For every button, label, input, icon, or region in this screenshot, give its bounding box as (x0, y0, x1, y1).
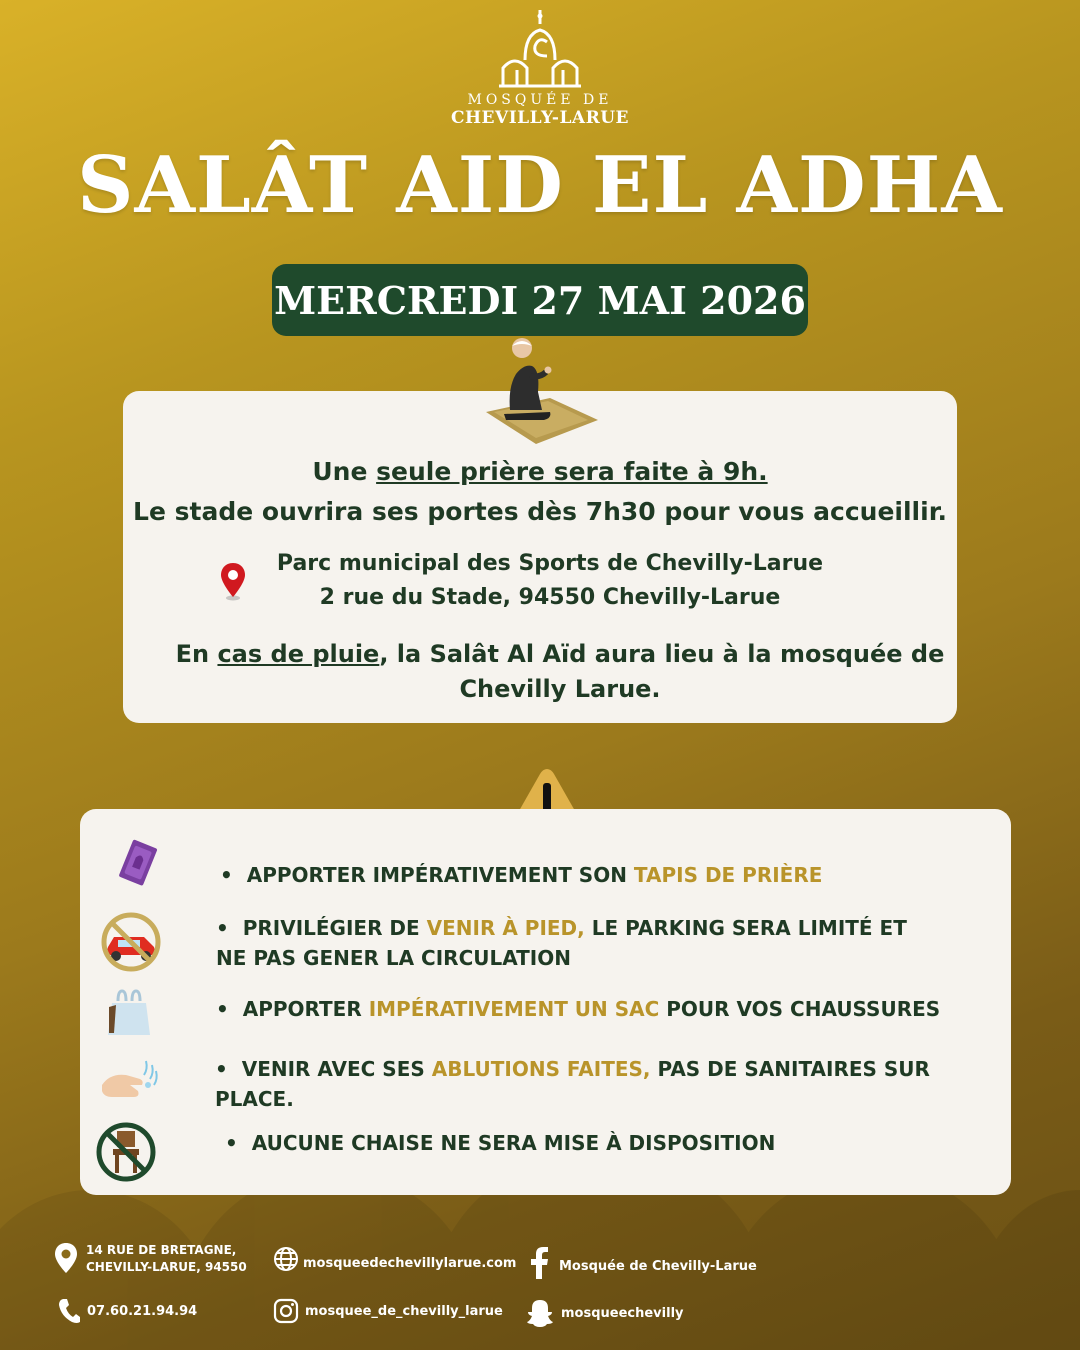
footer (0, 1225, 1080, 1350)
rain-prefix: En (175, 640, 218, 668)
no-car-icon (100, 911, 162, 973)
rule-highlight: VENIR À PIED, (426, 916, 585, 940)
rule-text: AUCUNE CHAISE NE SERA MISE À DISPOSITION (251, 1131, 776, 1155)
hand-washing-icon (100, 1055, 162, 1103)
footer-website[interactable]: mosqueedechevillylarue.com (303, 1256, 517, 1271)
venue-address: 2 rue du Stade, 94550 Chevilly-Larue (319, 585, 781, 610)
page-title: SALÂT AID EL ADHA (77, 140, 1003, 231)
prayer-mat-icon (115, 839, 163, 887)
snapchat-icon (526, 1298, 554, 1328)
logo-line2: CHEVILLY-LARUE (450, 108, 630, 128)
venue-name: Parc municipal des Sports de Chevilly-Larue (276, 551, 824, 576)
rule-text: LE PARKING SERA LIMITÉ ET NE PAS GENER LA CIRCULATION (216, 916, 907, 970)
rule-text: POUR VOS CHAUSSURES (659, 997, 941, 1021)
mosque-logo (430, 8, 650, 133)
footer-phone[interactable]: 07.60.21.94.94 (87, 1304, 198, 1319)
prayer-time-underlined: seule prière sera faite à 9h. (376, 457, 768, 486)
footer-address-line2: CHEVILLY-LARUE, 94550 (86, 1260, 247, 1274)
rule-text: VENIR AVEC SES (241, 1057, 432, 1081)
phone-icon (57, 1297, 81, 1325)
rule-text: APPORTER (242, 997, 369, 1021)
plastic-bag-icon (106, 987, 152, 1039)
footer-facebook[interactable]: Mosquée de Chevilly-Larue (559, 1259, 757, 1274)
praying-man-icon (480, 332, 605, 450)
stadium-opening-line: Le stade ouvrira ses portes dès 7h30 pour vous accueillir. (133, 497, 947, 526)
globe-icon (272, 1245, 300, 1273)
rules-card (80, 809, 1011, 1195)
rule-highlight: ABLUTIONS FAITES, (431, 1057, 651, 1081)
rain-notice (163, 637, 957, 707)
rule-text: PAS DE SANITAIRES SUR PLACE. (215, 1057, 930, 1111)
rule-item: • AUCUNE CHAISE NE SERA MISE À DISPOSITION (225, 1131, 776, 1155)
rule-item: • APPORTER IMPÉRATIVEMENT SON TAPIS DE PRIÈRE (220, 863, 823, 887)
rain-suffix: , la Salât Al Aïd aura lieu à la mosquée de Chevilly Larue. (379, 640, 945, 703)
rule-item: • PRIVILÉGIER DE VENIR À PIED, LE PARKING SERA LIMITÉ ET NE PAS GENER LA CIRCULATION (216, 916, 907, 970)
footer-address-line1: 14 RUE DE BRETAGNE, (86, 1243, 237, 1257)
footer-snapchat[interactable]: mosqueechevilly (561, 1306, 684, 1321)
logo-line1: MOSQUÉE DE (467, 92, 613, 108)
footer-instagram[interactable]: mosquee_de_chevilly_larue (305, 1304, 503, 1319)
facebook-icon (530, 1247, 548, 1279)
date-badge: MERCREDI 27 MAI 2026 (272, 264, 808, 336)
rule-item: • VENIR AVEC SES ABLUTIONS FAITES, PAS DE SANITAIRES SUR PLACE. (215, 1057, 930, 1111)
rule-item: • APPORTER IMPÉRATIVEMENT UN SAC POUR VOS CHAUSSURES (216, 997, 941, 1021)
prayer-time-prefix: Une (312, 457, 377, 486)
rule-text: PRIVILÉGIER DE (242, 916, 427, 940)
rain-underlined: cas de pluie (217, 640, 380, 668)
rule-highlight: TAPIS DE PRIÈRE (633, 863, 823, 887)
location-icon (54, 1242, 78, 1274)
rule-text: APPORTER IMPÉRATIVEMENT SON (246, 863, 634, 887)
prayer-time-line (123, 457, 957, 486)
rule-highlight: IMPÉRATIVEMENT UN SAC (368, 997, 660, 1021)
no-chair-icon (95, 1121, 157, 1183)
mosque-logo-icon (495, 8, 585, 90)
instagram-icon (273, 1298, 299, 1324)
